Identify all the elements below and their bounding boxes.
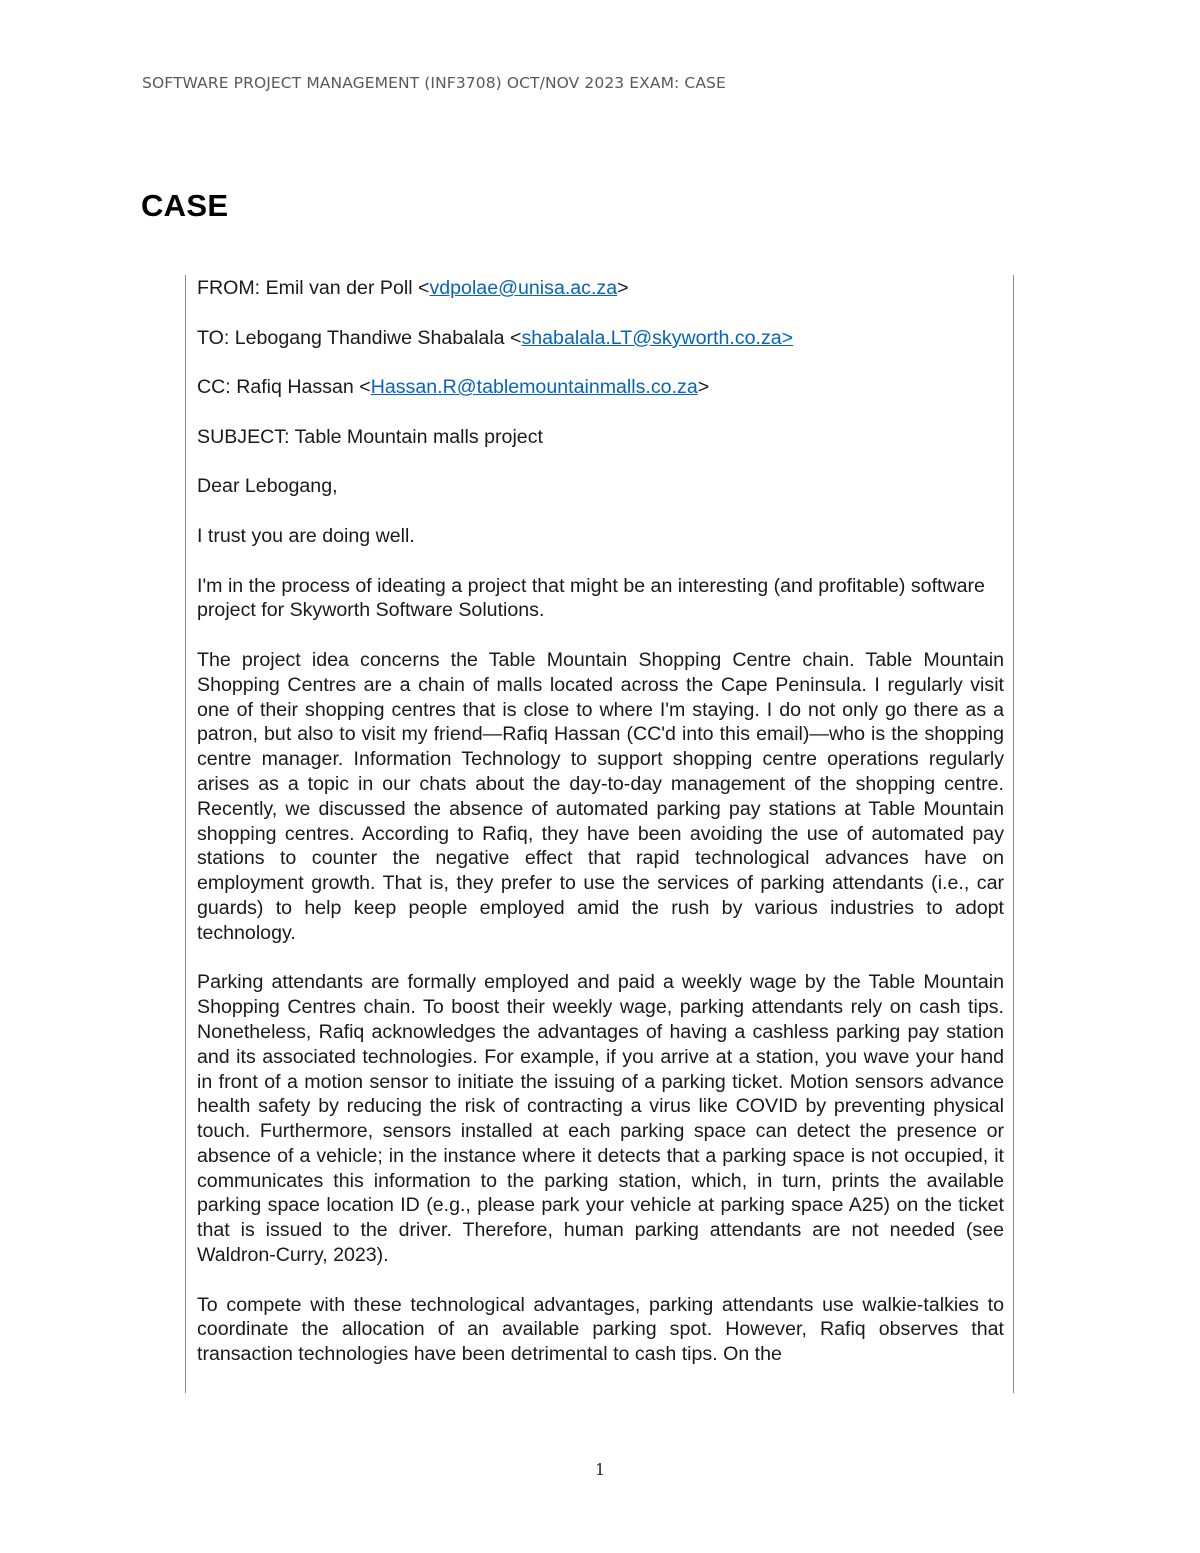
email-box — [185, 275, 1014, 1393]
email-paragraph: To compete with these technological advantages, parking attendants use walkie-talkies to coordinate the allocation of an available parking spot. However, Rafiq observes that transaction technologies have been detrimental to cash tips. On the — [197, 1293, 1004, 1366]
email-cc-label: CC: Rafiq Hassan < — [197, 376, 371, 399]
running-header: SOFTWARE PROJECT MANAGEMENT (INF3708) OCT/NOV 2023 EXAM: CASE — [142, 74, 726, 92]
page-number: 1 — [595, 1461, 605, 1479]
email-cc-link[interactable]: Hassan.R@tablemountainmalls.co.za — [370, 376, 698, 399]
email-paragraph: Parking attendants are formally employed and paid a weekly wage by the Table Mountain Shopping Centres chain. To boost their weekly wage, parking attendants rely on cash tips. Nonetheless, Rafiq acknowledges the advantages of having a cashless parking pay station and its associated technologies. For example, if you arrive at a station, you wave your hand in front of a motion sensor to initiate the issuing of a parking ticket. Motion sensors advance health safety by reducing the risk of contracting a virus like COVID by preventing physical touch. Furthermore, sensors installed at each parking space can detect the presence or absence of a vehicle; in the instance where it detects that a parking space is not occupied, it communicates this information to the parking station, which, in turn, prints the available parking space location ID (e.g., please park your vehicle at parking space A25) on the ticket that is issued to the driver. Therefore, human parking attendants are not needed (see Waldron-Curry, 2023). — [197, 971, 1004, 1267]
case-title: CASE — [141, 188, 229, 223]
email-paragraph: I trust you are doing well. — [197, 524, 415, 547]
email-to-label: TO: Lebogang Thandiwe Shabalala < — [197, 326, 522, 349]
email-from-close: > — [617, 277, 629, 299]
email-cc-close: > — [697, 376, 710, 399]
email-subject-line: SUBJECT: Table Mountain malls project — [197, 425, 543, 448]
email-from-link[interactable]: vdpolae@unisa.ac.za — [429, 277, 618, 299]
email-from-label: FROM: Emil van der Poll < — [197, 277, 430, 299]
email-content — [197, 275, 1004, 1392]
email-salutation: Dear Lebogang, — [197, 475, 338, 498]
email-to-line — [197, 326, 1004, 351]
email-to-link[interactable]: shabalala.LT@skyworth.co.za> — [521, 326, 794, 349]
email-from-line — [197, 276, 1004, 301]
email-paragraph: The project idea concerns the Table Mountain Shopping Centre chain. Table Mountain Shopping Centres are a chain of malls located across the Cape Peninsula. I regularly visit one of their shopping centres that is close to where I'm staying. I do not only go there as a patron, but also to visit my friend—Rafiq Hassan (CC'd into this email)—who is the shopping centre manager. Information Technology to support shopping centre operations regularly arises as a topic in our chats about the day-to-day management of the shopping centre. Recently, we discussed the absence of automated parking pay stations at Table Mountain shopping centres. According to Rafiq, they have been avoiding the use of automated pay stations to counter the negative effect that rapid technological advances have on employment growth. That is, they prefer to use the services of parking attendants (i.e., car guards) to help keep people employed amid the rush by various industries to adopt technology. — [197, 648, 1004, 944]
email-cc-line — [197, 375, 1004, 400]
email-paragraph: I'm in the process of ideating a project that might be an interesting (and profitable) software project for Skyworth Software Solutions. — [197, 574, 985, 622]
